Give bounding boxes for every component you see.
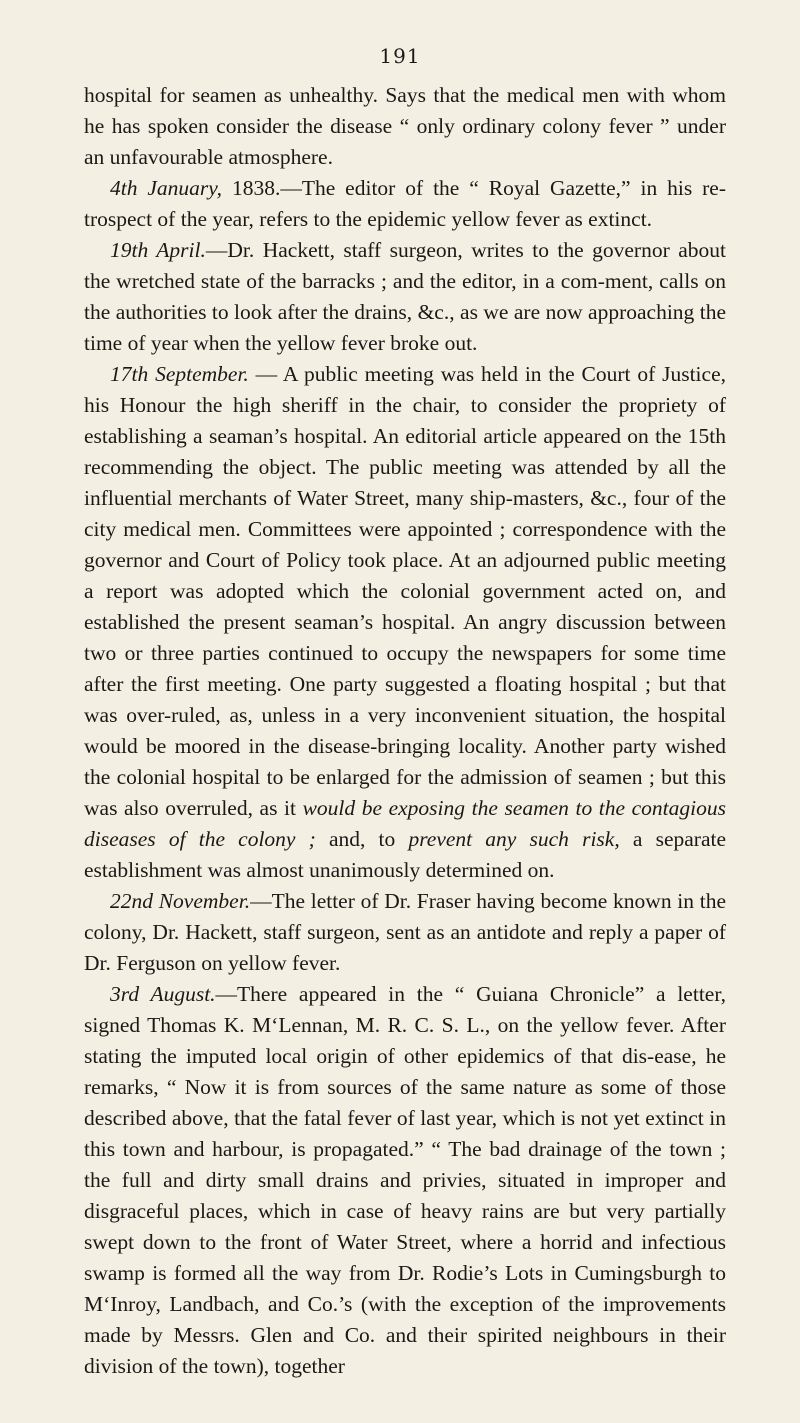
page-number: 191 <box>379 44 421 68</box>
paragraph-3 <box>84 235 726 359</box>
paragraph-4 <box>84 359 726 886</box>
paragraph-text: a separate establishment was almost unanimously determined on. <box>84 827 727 882</box>
paragraph-6 <box>84 979 726 1382</box>
paragraph-2 <box>84 173 726 235</box>
paragraph-text: —There appeared in the “ Guiana Chronicle” a letter, signed Thomas K. M‘Lennan, M. R. C. S. L., on the yellow fever. After stating the imputed local origin of other epidemics of that dis-ease, he remarks, “ Now it is from sources of the same nature as some of those described above, that the fatal fever of last year, which is not yet extinct in this town and harbour, is propagated.” “ The bad drainage of the town ; the full and dirty small drains and privies, situated in improper and disgraceful places, which in case of heavy rains are but very partially swept down to the front of Water Street, where a horrid and infectious swamp is formed all the way from Dr. Rodie’s Lots in Cumingsburgh to M‘Inroy, Landbach, and Co.’s (with the exception of the improvements made by Messrs. Glen and Co. and their spirited neighbours in their division of the town), together <box>84 982 727 1378</box>
entry-date: 17th September. <box>110 362 249 386</box>
paragraph-5 <box>84 886 726 979</box>
paragraph-text: —Dr. Hackett, staff surgeon, writes to the governor about the wretched state of the barracks ; and the editor, in a com-ment, calls on the authorities to look after the drains, &c., as we are now approaching the time of year when the yellow fever broke out. <box>84 238 726 355</box>
paragraph-text: hospital for seamen as unhealthy. Says that the medical men with whom he has spoken consider the disease “ only ordinary colony fever ” under an unfavourable atmosphere. <box>84 83 726 169</box>
entry-date: 19th April. <box>110 238 206 262</box>
paragraph-text: — A public meeting was held in the Court of Justice, his Honour the high sheriff in the chair, to consider the propriety of establishing a seaman’s hospital. An editorial article appeared on the 15th recommending the object. The public meeting was attended by all the influential merchants of Water Street, many ship-masters, &c., four of the city medical men. Committees were appointed ; correspondence with the governor and Court of Policy took place. At an adjourned public meeting a report was adopted which the colonial government acted on, and established the present seaman’s hospital. An angry discussion between two or three parties continued to occupy the newspapers for some time after the first meeting. One party suggested a floating hospital ; but that was over-ruled, as, unless in a very inconvenient situation, the hospital would be moored in the disease-bringing locality. Another party wished the colonial hospital to be enlarged for the admission of seamen ; but this was also overruled, as it <box>84 362 726 820</box>
entry-date: 4th January, <box>110 176 223 200</box>
body-text <box>84 80 726 1382</box>
paragraph-text: and, to <box>315 827 409 851</box>
paragraph-1 <box>84 80 726 173</box>
emphasized-text: prevent any such risk, <box>408 827 620 851</box>
paragraph-text: 1838.—The editor of the “ Royal Gazette,” in his re-trospect of the year, refers to the epidemic yellow fever as extinct. <box>84 176 726 231</box>
entry-date: 22nd November. <box>110 889 251 913</box>
entry-date: 3rd August. <box>110 982 216 1006</box>
emphasized-text: would be exposing the seamen to the contagious diseases of the colony ; <box>84 796 726 851</box>
paragraph-text: —The letter of Dr. Fraser having become known in the colony, Dr. Hackett, staff surgeon, sent as an antidote and reply a paper of Dr. Ferguson on yellow fever. <box>84 889 726 975</box>
